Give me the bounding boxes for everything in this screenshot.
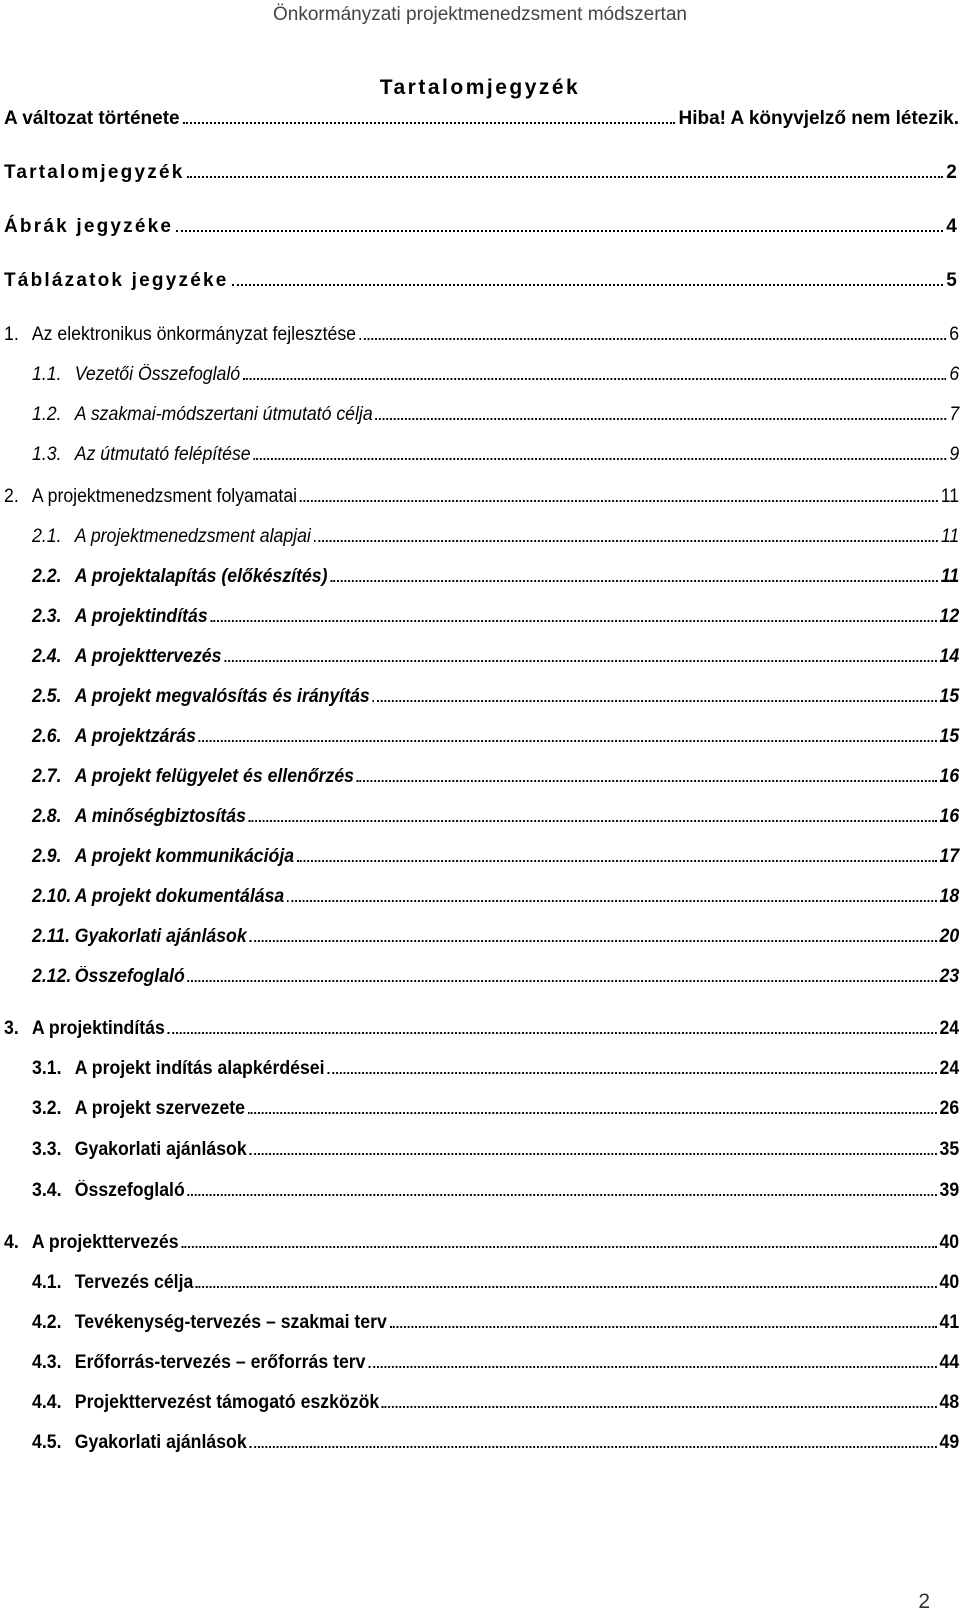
toc-entry[interactable] [32, 918, 959, 948]
toc-entry-label: Tartalomjegyzék [4, 162, 185, 183]
dot-leader [196, 1286, 937, 1288]
toc-entry-page: 12 [939, 606, 960, 627]
toc-entry-page: 6 [949, 364, 960, 385]
toc-entry[interactable] [32, 638, 959, 668]
toc-entry-page: 40 [939, 1232, 960, 1253]
toc-entry-label: A projekt szervezete [74, 1098, 246, 1119]
dot-leader [375, 418, 946, 420]
toc-entry-number: 3.1. [32, 1058, 62, 1079]
dot-leader [249, 1446, 936, 1448]
toc-entry-label: A projektindítás [74, 606, 208, 627]
toc-entry-number: 2.9. [32, 846, 62, 867]
toc-entry-label: Az elektronikus önkormányzat fejlesztése [31, 324, 357, 345]
toc-entry-number: 2.3. [32, 606, 62, 627]
toc-entry[interactable] [4, 208, 959, 238]
toc-entry-label: Gyakorlati ajánlások [74, 926, 247, 947]
toc-entry[interactable] [32, 758, 959, 788]
toc-entry-number: 4.3. [32, 1352, 62, 1373]
toc-entry[interactable] [32, 1172, 959, 1202]
toc-entry[interactable] [32, 1050, 959, 1080]
toc-entry-page: 35 [939, 1139, 960, 1160]
toc-entry[interactable] [32, 1264, 959, 1294]
toc-entry[interactable] [4, 1224, 959, 1254]
toc-entry-page: 15 [939, 726, 960, 747]
dot-leader [210, 620, 936, 622]
toc-entry[interactable] [4, 478, 959, 508]
toc-entry-page: 44 [939, 1352, 960, 1373]
toc-entry-number: 3. [4, 1018, 19, 1039]
toc-entry-number: 2. [4, 486, 19, 507]
toc-entry-label: A projektzárás [74, 726, 196, 747]
toc-entry-page: 26 [939, 1098, 960, 1119]
dot-leader [249, 820, 937, 822]
toc-entry-page: 2 [946, 162, 959, 183]
toc-entry-label: A szakmai-módszertani útmutató célja [74, 404, 373, 425]
dot-leader [187, 176, 943, 178]
toc-entry-number: 2.10. [32, 886, 72, 907]
toc-entry-page: Hiba! A könyvjelző nem létezik. [678, 108, 959, 129]
toc-entry-page: 11 [940, 526, 960, 547]
toc-entry-label: A változat története [4, 108, 180, 129]
dot-leader [249, 1153, 936, 1155]
dot-leader [368, 1366, 936, 1368]
toc-entry-label: A projekt dokumentálása [74, 886, 285, 907]
toc-entry[interactable] [32, 678, 959, 708]
toc-entry-page: 48 [939, 1392, 960, 1413]
toc-entry-page: 41 [939, 1312, 960, 1333]
dot-leader [359, 338, 947, 340]
toc-entry-number: 2.11. [32, 926, 70, 947]
toc-entry-page: 4 [946, 216, 959, 237]
toc-entry-number: 2.2. [32, 566, 62, 587]
toc-entry-page: 20 [939, 926, 960, 947]
toc-entry-label: A projekt kommunikációja [74, 846, 295, 867]
toc-entry-label: A projekt megvalósítás és irányítás [74, 686, 370, 707]
dot-leader [300, 500, 938, 502]
page-number: 2 [918, 1590, 930, 1613]
toc-entry-label: A projekt felügyelet és ellenőrzés [74, 766, 354, 787]
toc-entry-page: 24 [939, 1058, 960, 1079]
toc-entry-number: 2.7. [32, 766, 62, 787]
toc-entry[interactable] [32, 958, 959, 988]
toc-entry-label: Táblázatok jegyzéke [4, 270, 229, 291]
toc-entry-number: 1. [4, 324, 19, 345]
toc-entry[interactable] [32, 598, 959, 628]
toc-entry-page: 6 [949, 324, 960, 345]
toc-entry-number: 1.2. [32, 404, 62, 425]
toc-entry[interactable] [32, 1424, 959, 1454]
toc-entry-label: Az útmutató felépítése [74, 444, 251, 465]
toc-entry-label: Gyakorlati ajánlások [74, 1432, 247, 1453]
dot-leader [224, 660, 937, 662]
toc-entry-label: A projekttervezés [31, 1232, 179, 1253]
dot-leader [373, 700, 937, 702]
toc-entry[interactable] [4, 100, 959, 130]
toc-entry-number: 3.2. [32, 1098, 62, 1119]
toc-entry-page: 17 [939, 846, 960, 867]
dot-leader [382, 1406, 937, 1408]
dot-leader [181, 1246, 936, 1248]
dot-leader [176, 230, 943, 232]
toc-entry-page: 11 [940, 486, 960, 507]
toc-entry[interactable] [32, 558, 959, 588]
dot-leader [188, 980, 937, 982]
toc-entry[interactable] [32, 1304, 959, 1334]
dot-leader [297, 860, 937, 862]
toc-entry-number: 1.3. [32, 444, 62, 465]
dot-leader [357, 780, 937, 782]
toc-entry[interactable] [4, 262, 959, 292]
toc-entry-page: 5 [946, 270, 959, 291]
toc-entry-page: 23 [939, 966, 960, 987]
dot-leader [390, 1326, 937, 1328]
dot-leader [199, 740, 937, 742]
toc-entry-page: 39 [939, 1180, 960, 1201]
dot-leader [243, 378, 947, 380]
toc-entry-label: Erőforrás-tervezés – erőforrás terv [74, 1352, 366, 1373]
toc-entry[interactable] [32, 436, 959, 466]
dot-leader [287, 900, 937, 902]
toc-entry-label: Összefoglaló [74, 966, 185, 987]
toc-entry-label: Projekttervezést támogató eszközök [74, 1392, 380, 1413]
toc-entry-page: 24 [939, 1018, 960, 1039]
dot-leader [330, 580, 938, 582]
dot-leader [327, 1072, 936, 1074]
toc-entry-number: 1.1. [32, 364, 62, 385]
toc-entry-page: 9 [949, 444, 960, 465]
dot-leader [232, 284, 944, 286]
toc-entry-label: A projekttervezés [74, 646, 222, 667]
toc-entry-label: Gyakorlati ajánlások [74, 1139, 247, 1160]
toc-entry[interactable] [32, 718, 959, 748]
toc-entry-number: 2.8. [32, 806, 62, 827]
toc-entry-page: 18 [939, 886, 960, 907]
toc-entry-page: 7 [949, 404, 960, 425]
toc-entry-label: A projektmenedzsment alapjai [74, 526, 311, 547]
toc-entry-label: Tervezés célja [74, 1272, 194, 1293]
dot-leader [188, 1194, 937, 1196]
toc-entry-label: A projektalapítás (előkészítés) [74, 566, 328, 587]
toc-entry[interactable] [32, 518, 959, 548]
toc-entry[interactable] [32, 356, 959, 386]
toc-entry-number: 4.1. [32, 1272, 62, 1293]
toc-entry-page: 11 [940, 566, 960, 587]
toc-entry-label: A minőségbiztosítás [74, 806, 246, 827]
toc-entry-number: 2.12. [32, 966, 72, 987]
dot-leader [248, 1112, 937, 1114]
toc-entry[interactable] [32, 878, 959, 908]
toc-entry-number: 2.1. [32, 526, 62, 547]
toc-entry[interactable] [4, 316, 959, 346]
toc-entry[interactable] [32, 1384, 959, 1414]
toc-entry[interactable] [32, 1131, 959, 1161]
running-header: Önkormányzati projektmenedzsment módszertan [273, 4, 687, 25]
toc-entry[interactable] [32, 1090, 959, 1120]
toc-entry-label: A projektmenedzsment folyamatai [31, 486, 298, 507]
toc-entry-page: 15 [939, 686, 960, 707]
toc-entry-label: A projektindítás [31, 1018, 165, 1039]
toc-entry-page: 40 [939, 1272, 960, 1293]
dot-leader [168, 1032, 937, 1034]
toc-entry-number: 4.2. [32, 1312, 62, 1333]
toc-entry-number: 4. [4, 1232, 19, 1253]
toc-entry-number: 2.4. [32, 646, 62, 667]
toc-entry-number: 2.6. [32, 726, 62, 747]
toc-entry-page: 16 [939, 806, 960, 827]
toc-entry-number: 3.4. [32, 1180, 62, 1201]
toc-entry[interactable] [32, 838, 959, 868]
toc-entry[interactable] [4, 1010, 959, 1040]
toc-entry[interactable] [32, 1344, 959, 1374]
dot-leader [314, 540, 938, 542]
toc-entry-label: Összefoglaló [74, 1180, 185, 1201]
toc-entry-page: 14 [939, 646, 960, 667]
toc-entry-number: 4.5. [32, 1432, 62, 1453]
dot-leader [249, 940, 936, 942]
dot-leader [253, 458, 946, 460]
toc-entry-label: Tevékenység-tervezés – szakmai terv [74, 1312, 387, 1333]
toc-entry[interactable] [32, 798, 959, 828]
toc-entry-page: 16 [939, 766, 960, 787]
dot-leader [183, 122, 676, 124]
toc-entry[interactable] [4, 154, 959, 184]
toc-title: Tartalomjegyzék [379, 76, 581, 99]
toc-entry-number: 3.3. [32, 1139, 62, 1160]
toc-entry-label: Vezetői Összefoglaló [74, 364, 241, 385]
toc-entry-number: 4.4. [32, 1392, 62, 1413]
toc-entry-label: A projekt indítás alapkérdései [74, 1058, 325, 1079]
toc-entry[interactable] [32, 396, 959, 426]
toc-entry-label: Ábrák jegyzéke [4, 216, 174, 237]
toc-entry-page: 49 [939, 1432, 960, 1453]
toc-entry-number: 2.5. [32, 686, 62, 707]
